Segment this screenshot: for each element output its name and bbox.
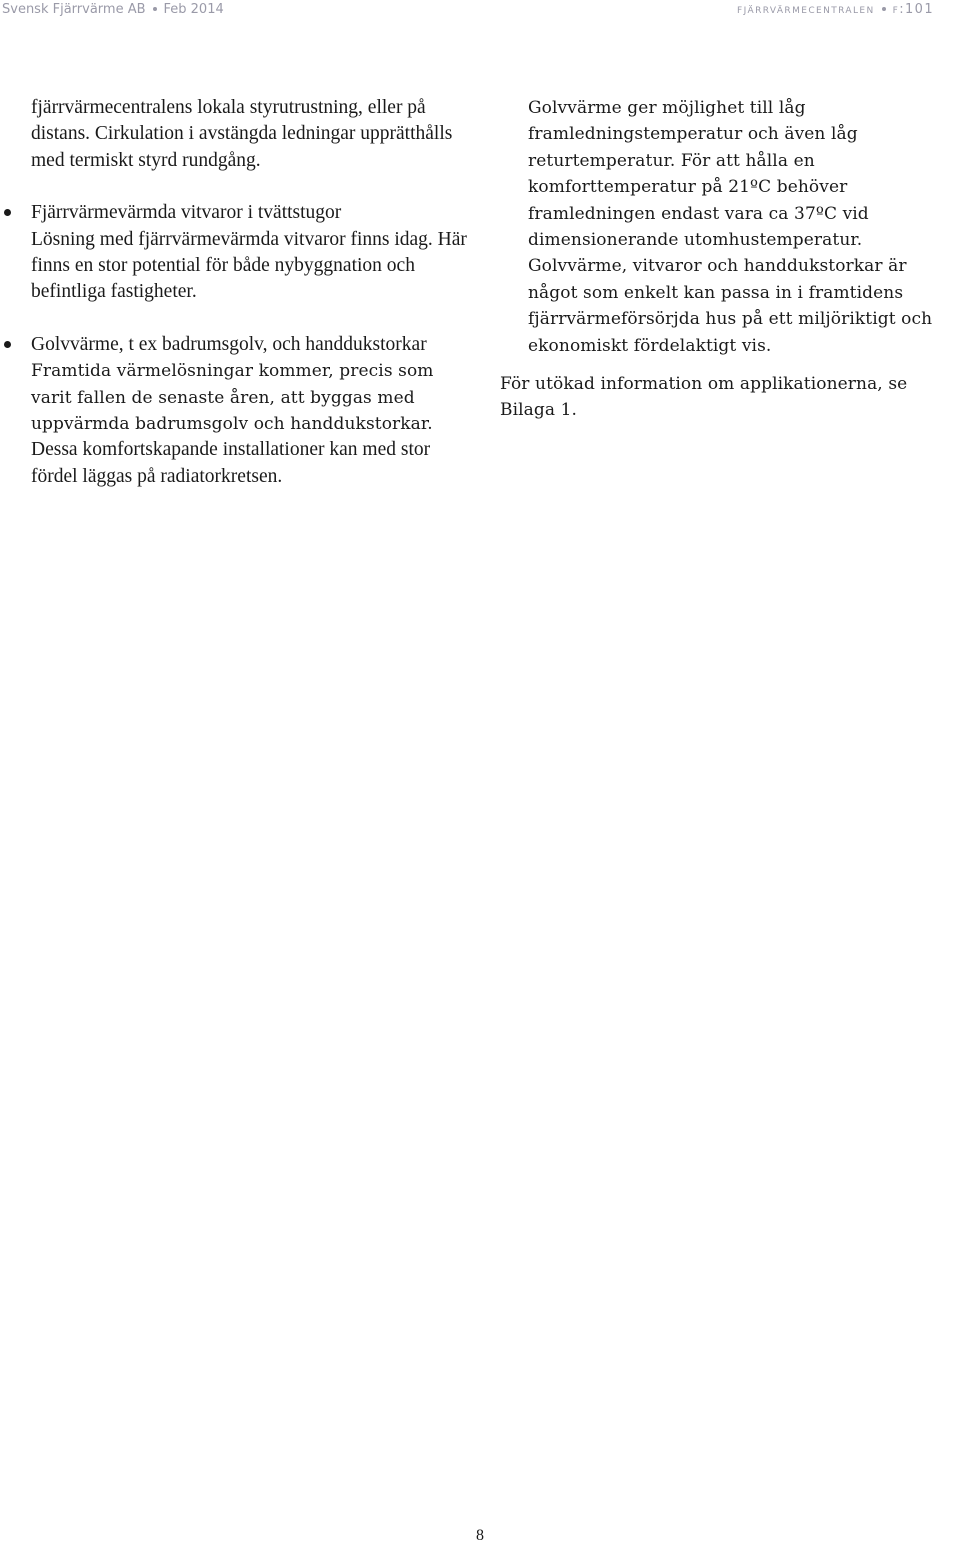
floor-heating-paragraph: Golvvärme ger möjlighet till låg framledningstemperatur och även låg returtemperatur. För att hålla en komforttemperatur på 21ºC behöver framledningen endast vara ca 37ºC vid dimensionerande utomhustemperatur. Golvvärme, vitvaror och handdukstorkar är något som enkelt kan passa in i framtidens fjärrvärmeförsörjda hus på ett miljöriktigt och ekonomiskt fördelaktigt vis.	[528, 98, 933, 356]
bullet-body: Lösning med fjärrvärmevärmda vitvaror finns idag. Här finns en stor potential för både nybyggnation och befintliga fastigheter.	[31, 228, 467, 303]
more-info-paragraph: För utökad information om applikationerna, se Bilaga 1.	[500, 374, 908, 421]
header-page-reference: f:101	[892, 2, 934, 17]
intro-paragraph: fjärrvärmecentralens lokala styrutrustning, eller på distans. Cirkulation i avstängda ledningar upprätthålls med termiskt styrd rundgång.	[31, 97, 453, 171]
list-item	[31, 200, 471, 306]
header-left	[2, 2, 224, 17]
header-separator-dot	[153, 7, 157, 11]
bullet-heading: Golvvärme, t ex badrumsgolv, och handdukstorkar	[31, 333, 427, 355]
right-column	[500, 95, 940, 424]
running-header	[0, 0, 960, 20]
bullet-body: Framtida värmelösningar kommer, precis som varit fallen de senaste åren, att byggas med uppvärmda badrumsgolv och handdukstorkar.	[31, 361, 434, 435]
header-separator-dot	[882, 7, 886, 11]
header-date: Feb 2014	[163, 2, 224, 17]
bullet-dot-icon	[4, 341, 11, 348]
header-organization: Svensk Fjärrvärme AB	[2, 2, 146, 17]
bullet-dot-icon	[4, 209, 11, 216]
header-section-title: fjärrvärmecentralen	[737, 2, 875, 17]
list-item	[31, 332, 471, 490]
page-number: 8	[476, 1527, 484, 1544]
header-right	[737, 2, 934, 17]
left-column	[31, 95, 471, 490]
bullet-body-continued: Dessa komfortskapande installationer kan med stor fördel läggas på radiatorkretsen.	[31, 439, 431, 487]
bullet-heading: Fjärrvärmevärmda vitvaror i tvättstugor	[31, 202, 342, 224]
